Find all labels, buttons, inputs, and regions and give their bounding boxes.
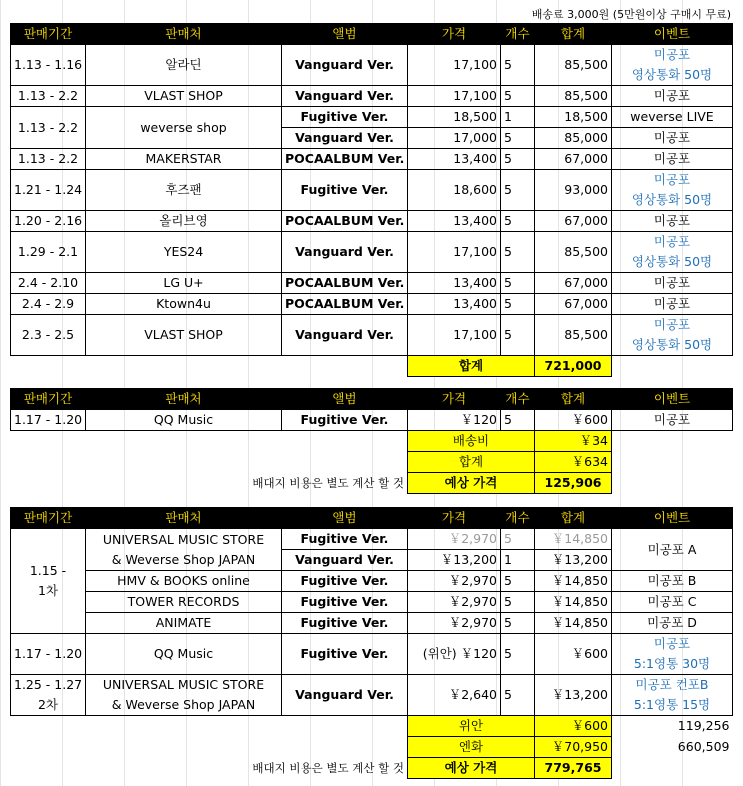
event-line: 미공포 [653,317,691,332]
period-line: 1.25 - 1.27 [14,677,83,692]
header-row [11,24,733,45]
album-cell: Vanguard Ver. [282,315,408,356]
period-cell: 2.4 - 2.10 [11,273,86,294]
qty-cell: 5 [501,211,535,232]
sum-row [11,356,733,377]
jpy-row [11,737,733,758]
table-row [11,634,733,675]
header-event: 이벤트 [612,389,733,410]
total-cell: ￥14,850 [535,529,612,550]
table-row [11,273,733,294]
header-qty: 개수 [501,389,535,410]
total-cell: 85,000 [535,128,612,149]
period-cell: 1.13 - 2.2 [11,149,86,170]
event-line: 영상통화 50명 [631,337,713,352]
table-japan [10,507,733,779]
seller-cell: QQ Music [86,410,282,431]
shipping-value: ￥34 [535,431,612,452]
total-cell: 85,500 [535,45,612,86]
album-cell: Fugitive Ver. [282,592,408,613]
total-cell: ￥14,850 [535,571,612,592]
event-line: 영상통화 50명 [631,254,713,269]
seller-cell: 올리브영 [86,211,282,232]
table-row [11,571,733,592]
album-cell: Vanguard Ver. [282,86,408,107]
header-album: 앨범 [282,508,408,529]
event-line: 미공포 [653,234,691,249]
table-row [11,86,733,107]
table-row [11,232,733,273]
seller-line: UNIVERSAL MUSIC STORE [102,677,265,692]
total-cell: 67,000 [535,149,612,170]
header-period: 판매기간 [11,389,86,410]
seller-cell: VLAST SHOP [86,86,282,107]
qty-cell: 5 [501,128,535,149]
total-cell: ￥600 [535,634,612,675]
seller-cell: QQ Music [86,634,282,675]
header-row [11,508,733,529]
estimate-row [11,473,733,494]
price-cell: ￥2,640 [408,675,501,716]
header-seller: 판매처 [86,508,282,529]
event-line: 미공포 [653,172,691,187]
estimate-label: 예상 가격 [408,758,535,779]
seller-cell: YES24 [86,232,282,273]
period-cell: 1.13 - 2.2 [11,107,86,149]
price-cell: 17,100 [408,45,501,86]
total-cell: 85,500 [535,232,612,273]
header-period: 판매기간 [11,24,86,45]
estimate-value: 779,765 [535,758,612,779]
album-cell: POCAALBUM Ver. [282,273,408,294]
cny-value: ￥600 [535,716,612,737]
event-cell: 미공포 B [612,571,733,592]
album-cell: Fugitive Ver. [282,107,408,128]
total-cell: ￥13,200 [535,675,612,716]
price-cell: 17,000 [408,128,501,149]
total-cell: 67,000 [535,211,612,232]
header-total: 합계 [535,389,612,410]
table-china [10,388,733,494]
event-cell: weverse LIVE [612,107,733,128]
album-cell: Vanguard Ver. [282,128,408,149]
seller-cell: weverse shop [86,107,282,149]
header-album: 앨범 [282,24,408,45]
qty-cell: 5 [501,273,535,294]
header-price: 가격 [408,24,501,45]
event-cell [612,634,733,675]
sum-value: 721,000 [535,356,612,377]
price-cell: (위안) ￥120 [408,634,501,675]
event-cell [612,232,733,273]
estimate-label: 예상 가격 [408,473,535,494]
period-cell: 1.21 - 1.24 [11,170,86,211]
sum-label: 합계 [408,356,535,377]
header-seller: 판매처 [86,389,282,410]
album-cell: Vanguard Ver. [282,675,408,716]
album-cell: Fugitive Ver. [282,410,408,431]
cny-label: 위안 [408,716,535,737]
seller-cell: 알라딘 [86,45,282,86]
shipping-row [11,431,733,452]
shipping-note: 배송료 3,000원 (5만원이상 구매시 무료) [531,8,731,21]
event-cell: 미공포 [612,294,733,315]
table-row [11,45,733,86]
event-cell [612,45,733,86]
header-qty: 개수 [501,24,535,45]
price-cell: 17,100 [408,86,501,107]
qty-cell: 5 [501,86,535,107]
event-cell: 미공포 [612,128,733,149]
table-row [11,613,733,634]
qty-cell: 5 [501,634,535,675]
total-cell: 67,000 [535,273,612,294]
seller-cell: Ktown4u [86,294,282,315]
qty-cell: 5 [501,232,535,273]
table-row [11,107,733,128]
price-cell: 13,400 [408,273,501,294]
table-row [11,149,733,170]
table-domestic [10,23,733,377]
qty-cell: 5 [501,170,535,211]
header-seller: 판매처 [86,24,282,45]
price-cell: 13,400 [408,211,501,232]
price-cell: ￥13,200 [408,550,501,571]
album-cell: Fugitive Ver. [282,613,408,634]
header-qty: 개수 [501,508,535,529]
album-cell: Fugitive Ver. [282,634,408,675]
sum-label: 합계 [408,452,535,473]
period-line: 1차 [37,583,59,598]
seller-cell: 후즈팬 [86,170,282,211]
period-cell: 2.3 - 2.5 [11,315,86,356]
album-cell: Vanguard Ver. [282,232,408,273]
price-cell: 13,400 [408,149,501,170]
total-cell: 85,500 [535,86,612,107]
price-cell: 17,100 [408,232,501,273]
total-cell: 67,000 [535,294,612,315]
seller-line: & Weverse Shop JAPAN [111,697,256,712]
table-row [11,675,733,716]
qty-cell: 5 [501,613,535,634]
seller-cell [86,529,282,571]
qty-cell: 5 [501,315,535,356]
header-total: 합계 [535,508,612,529]
qty-cell: 5 [501,45,535,86]
qty-cell: 5 [501,149,535,170]
jpy-krw: 660,509 [677,739,730,754]
event-cell [612,675,733,716]
qty-cell: 1 [501,107,535,128]
price-cell: 13,400 [408,294,501,315]
header-price: 가격 [408,389,501,410]
header-total: 합계 [535,24,612,45]
event-cell: 미공포 C [612,592,733,613]
album-cell: POCAALBUM Ver. [282,149,408,170]
seller-cell [86,675,282,716]
header-event: 이벤트 [612,508,733,529]
event-cell: 미공포 [612,211,733,232]
qty-cell: 5 [501,675,535,716]
shipping-label: 배송비 [408,431,535,452]
seller-line: UNIVERSAL MUSIC STORE [102,531,265,547]
total-cell: ￥13,200 [535,550,612,571]
table-row [11,592,733,613]
price-cell: 18,600 [408,170,501,211]
album-cell: Fugitive Ver. [282,571,408,592]
table-row [11,529,733,550]
total-cell: ￥14,850 [535,613,612,634]
event-line: 5:1영통 30명 [633,656,711,671]
jpy-value: ￥70,950 [535,737,612,758]
event-cell: 미공포 [612,86,733,107]
header-album: 앨범 [282,389,408,410]
forwarding-note: 배대지 비용은 별도 계산 할 것 [252,476,404,490]
period-cell [11,529,86,634]
album-cell: Fugitive Ver. [282,529,408,550]
price-cell: 17,100 [408,315,501,356]
seller-cell: TOWER RECORDS [86,592,282,613]
event-line: 영상통화 50명 [631,192,713,207]
header-row [11,389,733,410]
header-period: 판매기간 [11,508,86,529]
album-cell: Vanguard Ver. [282,45,408,86]
event-line: 미공포 [653,636,691,651]
price-cell: ￥120 [408,410,501,431]
event-cell: 미공포 D [612,613,733,634]
total-cell: ￥600 [535,410,612,431]
event-cell: 미공포 [612,149,733,170]
qty-cell: 5 [501,294,535,315]
qty-cell: 5 [501,529,535,550]
sum-value: ￥634 [535,452,612,473]
period-line: 2차 [37,697,59,712]
album-cell: Vanguard Ver. [282,550,408,571]
price-cell: ￥2,970 [408,592,501,613]
qty-cell: 5 [501,410,535,431]
table-row [11,294,733,315]
table-row [11,315,733,356]
qty-cell: 5 [501,571,535,592]
event-line: 미공포 컨포B [635,677,709,692]
event-cell [612,315,733,356]
total-cell: 85,500 [535,315,612,356]
seller-cell: VLAST SHOP [86,315,282,356]
header-price: 가격 [408,508,501,529]
period-line: 1.15 - [29,563,67,578]
event-cell: 미공포 A [612,529,733,571]
total-cell: 18,500 [535,107,612,128]
sum-row [11,452,733,473]
estimate-row [11,758,733,779]
qty-cell: 1 [501,550,535,571]
period-cell [11,675,86,716]
price-cell: 18,500 [408,107,501,128]
price-cell: ￥2,970 [408,613,501,634]
period-cell: 2.4 - 2.9 [11,294,86,315]
total-cell: ￥14,850 [535,592,612,613]
table-row [11,410,733,431]
total-cell: 93,000 [535,170,612,211]
table-row [11,170,733,211]
album-cell: Fugitive Ver. [282,170,408,211]
table-row [11,211,733,232]
album-cell: POCAALBUM Ver. [282,211,408,232]
seller-line: & Weverse Shop JAPAN [111,551,256,567]
period-cell: 1.13 - 2.2 [11,86,86,107]
price-cell: ￥2,970 [408,529,501,550]
jpy-label: 엔화 [408,737,535,758]
event-line: 미공포 [653,47,691,62]
album-cell: POCAALBUM Ver. [282,294,408,315]
qty-cell: 5 [501,592,535,613]
forwarding-note: 배대지 비용은 별도 계산 할 것 [252,761,404,775]
event-line: 5:1영통 15명 [633,697,711,712]
period-cell: 1.20 - 2.16 [11,211,86,232]
seller-cell: HMV & BOOKS online [86,571,282,592]
cny-row [11,716,733,737]
period-cell: 1.13 - 1.16 [11,45,86,86]
price-cell: ￥2,970 [408,571,501,592]
event-cell [612,170,733,211]
event-line: 영상통화 50명 [631,67,713,82]
period-cell: 1.29 - 2.1 [11,232,86,273]
seller-cell: ANIMATE [86,613,282,634]
seller-cell: LG U+ [86,273,282,294]
event-cell: 미공포 [612,410,733,431]
cny-krw: 119,256 [677,718,730,734]
event-cell: 미공포 [612,273,733,294]
estimate-value: 125,906 [535,473,612,494]
period-cell: 1.17 - 1.20 [11,634,86,675]
header-event: 이벤트 [612,24,733,45]
period-cell: 1.17 - 1.20 [11,410,86,431]
seller-cell: MAKERSTAR [86,149,282,170]
